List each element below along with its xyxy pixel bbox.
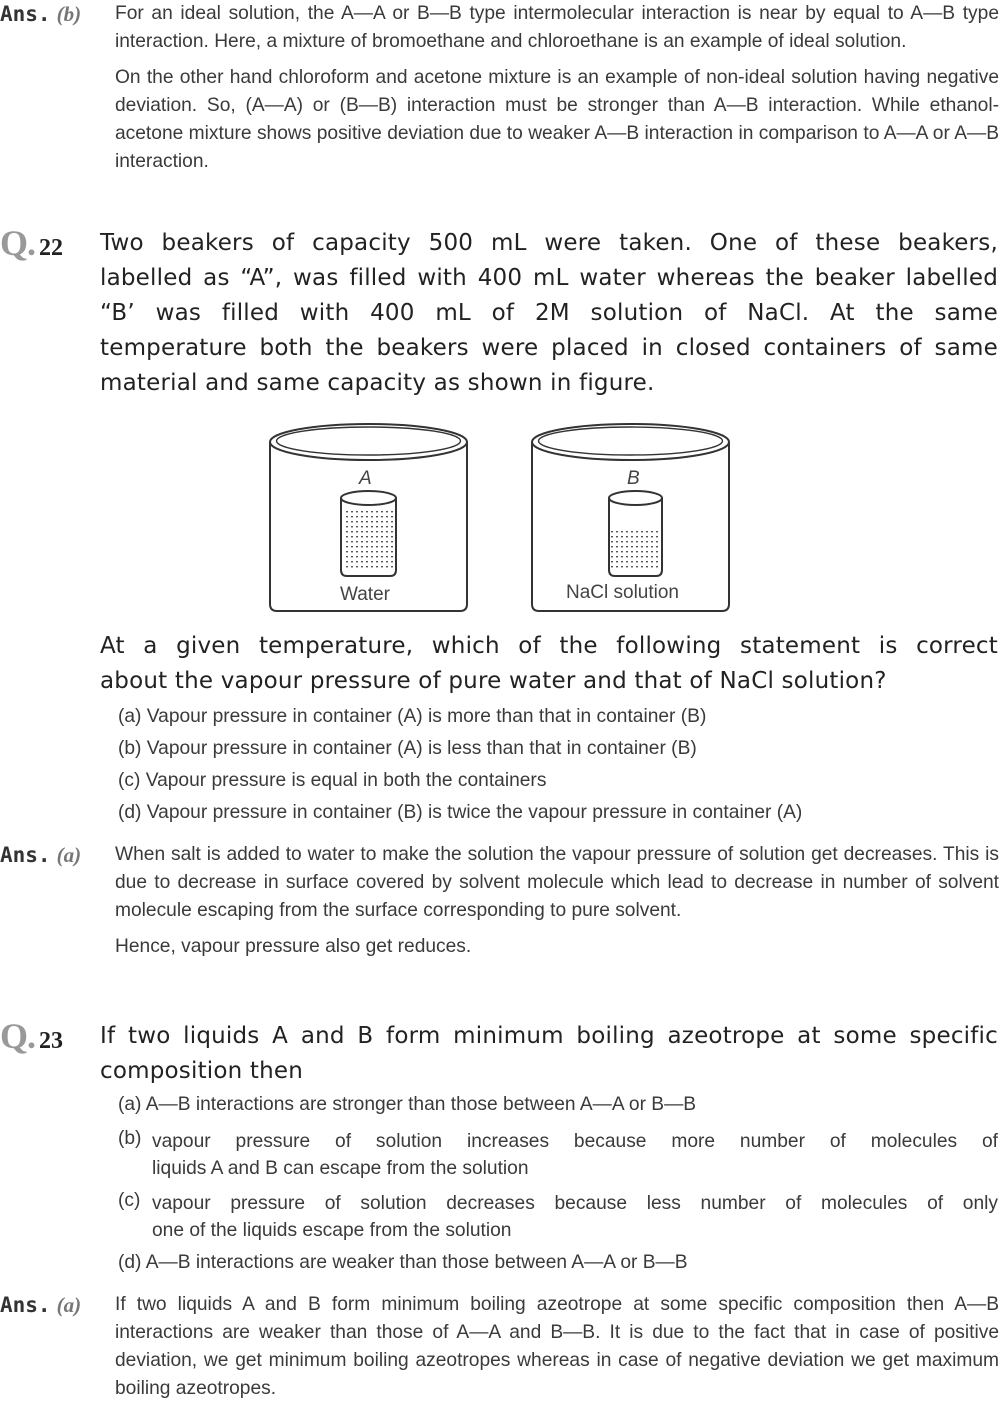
answer-paragraph: On the other hand chloroform and acetone mixture is an example of non-ideal solution having negative deviation. So, (A—A) or (B—B) interaction must be stronger than A—B interaction. While ethanol-acetone mixture shows positive deviation due to weaker A—B interaction in comparison to A—A or A—B interaction. [115, 67, 999, 172]
answer-option-letter: (a) [56, 843, 82, 867]
beaker-b [609, 491, 662, 576]
question-number: Q. 23 [0, 1016, 64, 1056]
answer-text [115, 1291, 999, 1403]
container-b-caption: NaCl solution [566, 582, 679, 603]
question-number: Q. 22 [0, 223, 64, 263]
option-a: (a) A—B interactions are stronger than those between A—A or B—B [118, 1094, 697, 1115]
question-text: Two beakers of capacity 500 mL were taken. One of these beakers, labelled as “A”, was filled with 400 mL water whereas the beaker labelled “B’ was filled with 400 mL of 2M solution of NaCl. At the same temperature both the beakers were placed in closed containers of same material and same capacity as shown in figure. [100, 230, 998, 396]
answer-option-letter: (b) [56, 2, 82, 26]
option-c: (c) vapour pressure of solution decreases because less number of molecules of only one of the liquids escape from the solution [118, 1190, 998, 1241]
option-d: (d) A—B interactions are weaker than those between A—A or B—B [118, 1252, 688, 1273]
option-d: (d) Vapour pressure in container (B) is twice the vapour pressure in container (A) [118, 802, 803, 823]
answer-text [115, 841, 999, 961]
beaker-a [341, 491, 396, 576]
answer-label: Ans. (b) [0, 2, 82, 26]
answer-label: Ans. (a) [0, 1293, 82, 1317]
answer-option-letter: (a) [56, 1293, 82, 1317]
container-a-label: A [359, 468, 372, 489]
option-a: (a) Vapour pressure in container (A) is more than that in container (B) [118, 706, 707, 727]
container-b-label: B [627, 468, 640, 489]
option-c: (c) Vapour pressure is equal in both the containers [118, 770, 547, 791]
option-b: (b) vapour pressure of solution increases because more number of molecules of liquids A and B can escape from the solution [118, 1128, 998, 1179]
answer-paragraph: When salt is added to water to make the solution the vapour pressure of solution get decreases. This is due to decrease in surface covered by solvent molecule which lead to decrease in number of solvent molecule escaping from the surface corresponding to pure solvent. [115, 844, 999, 921]
answer-paragraph: If two liquids A and B form minimum boiling azeotrope at some specific composition then A—B interactions are weaker than those of A—A and B—B. It is due to the fact that in case of positive deviation, we get minimum boiling azeotropes whereas in case of negative deviation we get maximum boiling azeotropes. [115, 1294, 999, 1399]
question-text-continued: At a given temperature, which of the following statement is correct about the vapour pressure of pure water and that of NaCl solution? [100, 633, 998, 694]
answer-label: Ans. (a) [0, 843, 82, 867]
container-a-caption: Water [340, 584, 390, 605]
option-b: (b) Vapour pressure in container (A) is less than that in container (B) [118, 738, 697, 759]
answer-paragraph: Hence, vapour pressure also get reduces. [115, 936, 472, 957]
containers-diagram [0, 0, 1000, 620]
answer-paragraph: For an ideal solution, the A—A or B—B type intermolecular interaction is near by equal to A—B type interaction. Here, a mixture of bromoethane and chloroethane is an example of ideal solution. [115, 3, 999, 52]
question-text: If two liquids A and B form minimum boiling azeotrope at some specific composition then [100, 1023, 998, 1084]
